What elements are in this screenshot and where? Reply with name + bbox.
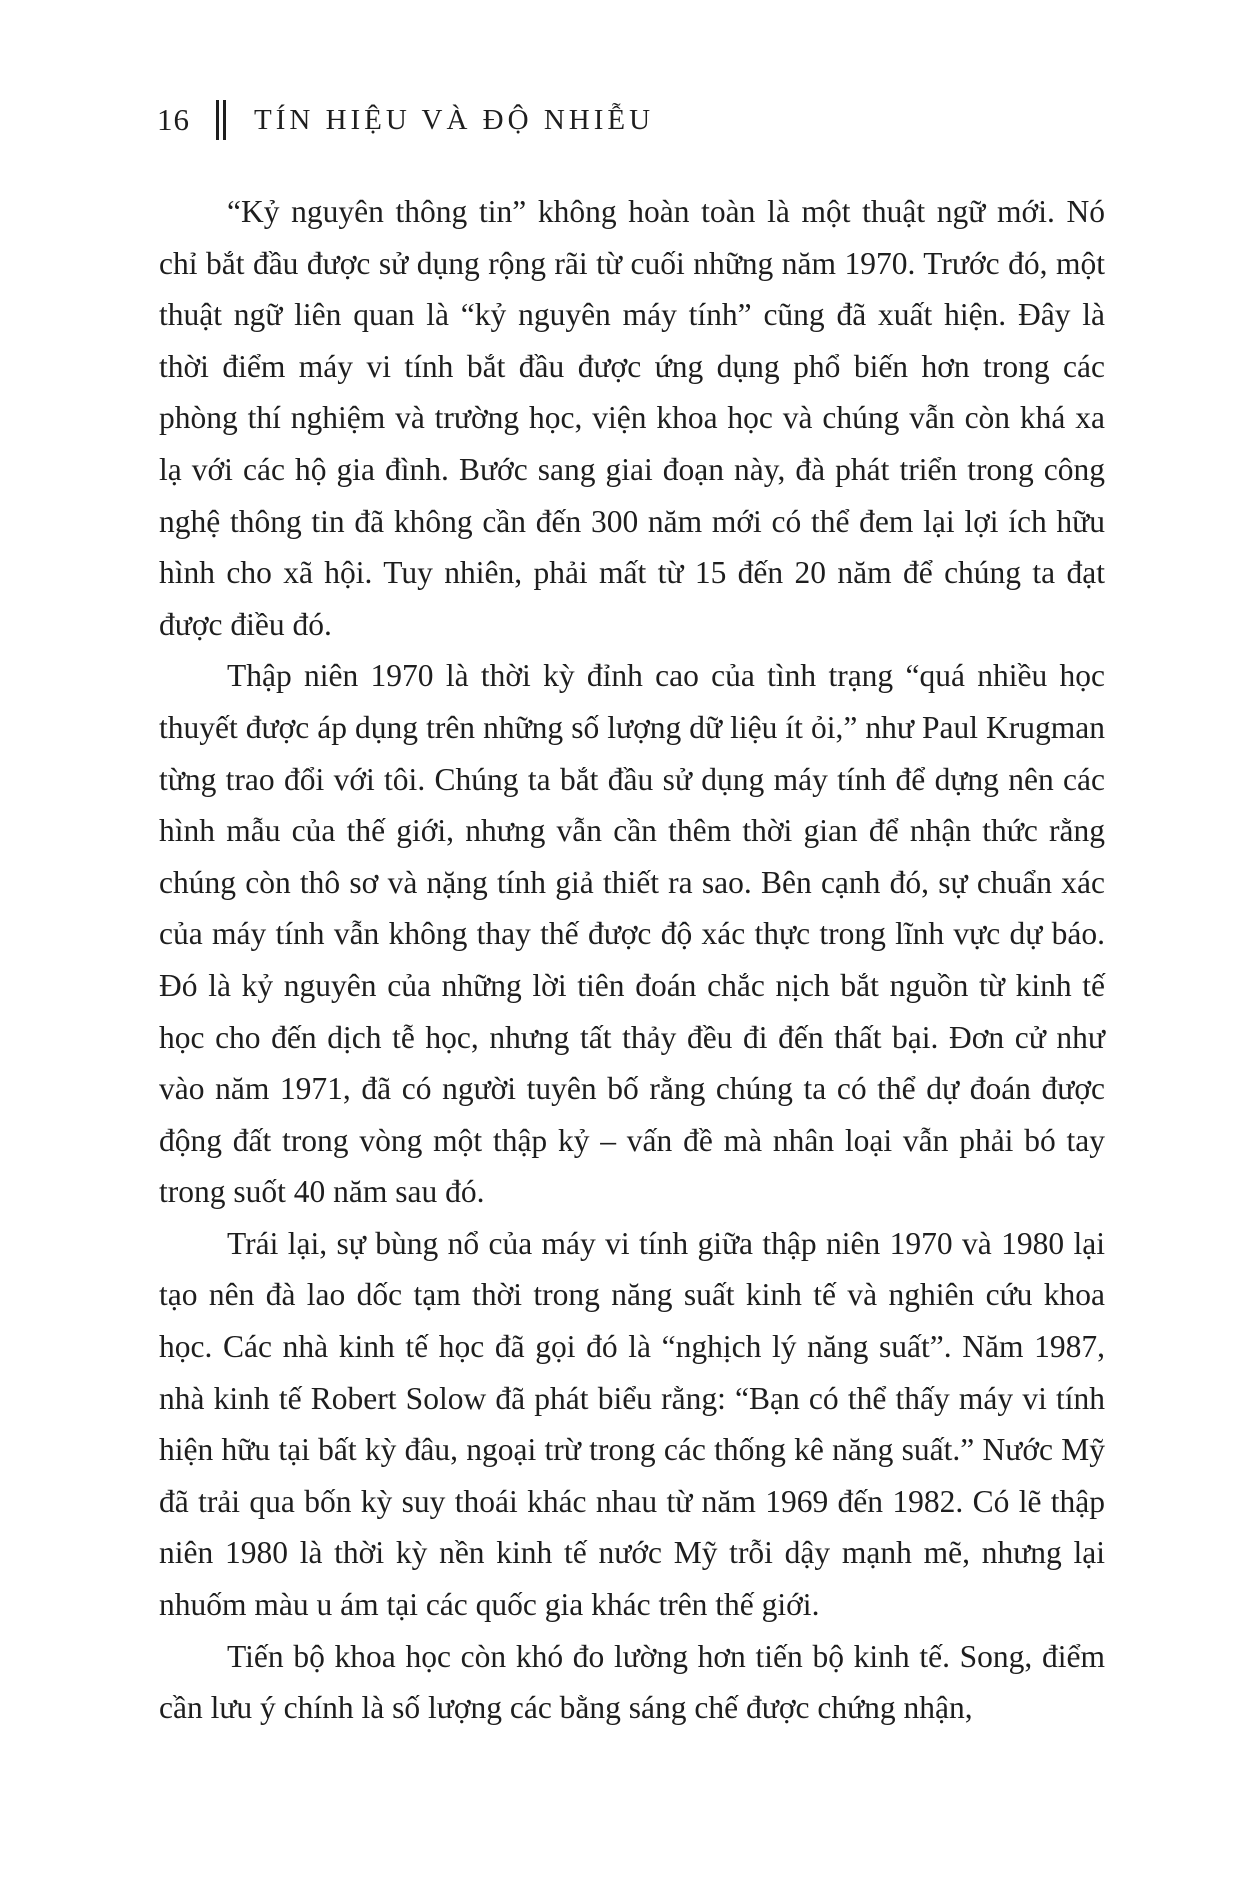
page-number: 16 [157,102,190,137]
running-header [157,98,654,142]
body-text [159,186,1105,1734]
paragraph: Tiến bộ khoa học còn khó đo lường hơn tiến bộ kinh tế. Song, điểm cần lưu ý chính là số lượng các bằng sáng chế được chứng nhận, [159,1638,1105,1726]
book-title: TÍN HIỆU VÀ ĐỘ NHIỄU [254,103,655,136]
paragraph: “Kỷ nguyên thông tin” không hoàn toàn là một thuật ngữ mới. Nó chỉ bắt đầu được sử dụng rộng rãi từ cuối những năm 1970. Trước đó, một thuật ngữ liên quan là “kỷ nguyên máy tính” cũng đã xuất hiện. Đây là thời điểm máy vi tính bắt đầu được ứng dụng phổ biến hơn trong các phòng thí nghiệm và trường học, viện khoa học và chúng vẫn còn khá xa lạ với các hộ gia đình. Bước sang giai đoạn này, đà phát triển trong công nghệ thông tin đã không cần đến 300 năm mới có thể đem lại lợi ích hữu hình cho xã hội. Tuy nhiên, phải mất từ 15 đến 20 năm để chúng ta đạt được điều đó. [159,194,1105,642]
header-double-rule [216,100,226,140]
paragraph: Thập niên 1970 là thời kỳ đỉnh cao của tình trạng “quá nhiều học thuyết được áp dụng trên những số lượng dữ liệu ít ỏi,” như Paul Krugman từng trao đổi với tôi. Chúng ta bắt đầu sử dụng máy tính để dựng nên các hình mẫu của thế giới, nhưng vẫn cần thêm thời gian để nhận thức rằng chúng còn thô sơ và nặng tính giả thiết ra sao. Bên cạnh đó, sự chuẩn xác của máy tính vẫn không thay thế được độ xác thực trong lĩnh vực dự báo. Đó là kỷ nguyên của những lời tiên đoán chắc nịch bắt nguồn từ kinh tế học cho đến dịch tễ học, nhưng tất thảy đều đi đến thất bại. Đơn cử như vào năm 1971, đã có người tuyên bố rằng chúng ta có thể dự đoán được động đất trong vòng một thập kỷ – vấn đề mà nhân loại vẫn phải bó tay trong suốt 40 năm sau đó. [159,658,1105,1210]
paragraph: Trái lại, sự bùng nổ của máy vi tính giữa thập niên 1970 và 1980 lại tạo nên đà lao dốc tạm thời trong năng suất kinh tế và nghiên cứu khoa học. Các nhà kinh tế học đã gọi đó là “nghịch lý năng suất”. Năm 1987, nhà kinh tế Robert Solow đã phát biểu rằng: “Bạn có thể thấy máy vi tính hiện hữu tại bất kỳ đâu, ngoại trừ trong các thống kê năng suất.” Nước Mỹ đã trải qua bốn kỳ suy thoái khác nhau từ năm 1969 đến 1982. Có lẽ thập niên 1980 là thời kỳ nền kinh tế nước Mỹ trỗi dậy mạnh mẽ, nhưng lại nhuốm màu u ám tại các quốc gia khác trên thế giới. [159,1225,1105,1623]
